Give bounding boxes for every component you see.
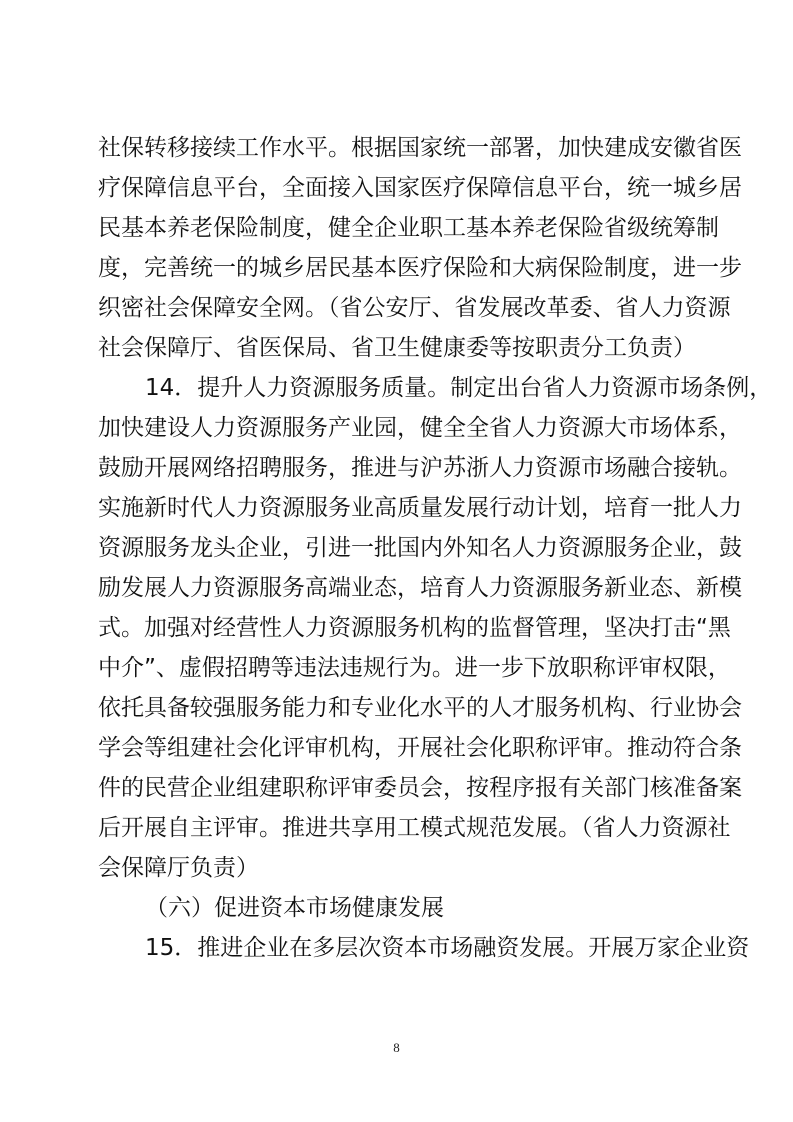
page-number: 8 [393,1040,400,1055]
list-item-heading: 15．推进企业在多层次资本市场融资发展。开展万家企业资 [145,935,750,961]
text-line: 社保转移接续工作水平。根据国家统一部署，加快建成安徽省医 [98,135,742,161]
text-line: 学会等组建社会化评审机构，开展社会化职称评审。推动符合条 [98,735,742,761]
text-line: 度，完善统一的城乡居民基本医疗保险和大病保险制度，进一步 [98,255,742,281]
text-line: 中介”、虚假招聘等违法违规行为。进一步下放职称评审权限， [98,655,731,681]
text-line: 实施新时代人力资源服务业高质量发展行动计划，培育一批人力 [98,495,742,521]
text-line: 件的民营企业组建职称评审委员会，按程序报有关部门核准备案 [98,775,742,801]
list-item-heading: 14．提升人力资源服务质量。制定出台省人力资源市场条例， [145,375,773,401]
text-line: 鼓励开展网络招聘服务，推进与沪苏浙人力资源市场融合接轨。 [98,455,742,481]
text-line: 式。加强对经营性人力资源服务机构的监督管理，坚决打击“黑 [98,615,731,641]
text-line: 会保障厅负责） [98,855,259,881]
section-heading: （六）促进资本市场健康发展 [145,895,444,921]
text-line: 依托具备较强服务能力和专业化水平的人才服务机构、行业协会 [98,695,742,721]
text-line: 后开展自主评审。推进共享用工模式规范发展。（省人力资源社 [98,815,731,841]
text-line: 织密社会保障安全网。（省公安厅、省发展改革委、省人力资源 [98,295,731,321]
text-line: 资源服务龙头企业，引进一批国内外知名人力资源服务企业，鼓 [98,535,742,561]
text-line: 励发展人力资源服务高端业态，培育人力资源服务新业态、新模 [98,575,742,601]
text-line: 疗保障信息平台，全面接入国家医疗保障信息平台，统一城乡居 [98,175,742,201]
text-line: 社会保障厅、省医保局、省卫生健康委等按职责分工负责） [98,335,696,361]
text-line: 民基本养老保险制度，健全企业职工基本养老保险省级统筹制 [98,215,719,241]
text-line: 加快建设人力资源服务产业园，健全全省人力资源大市场体系， [98,415,742,441]
